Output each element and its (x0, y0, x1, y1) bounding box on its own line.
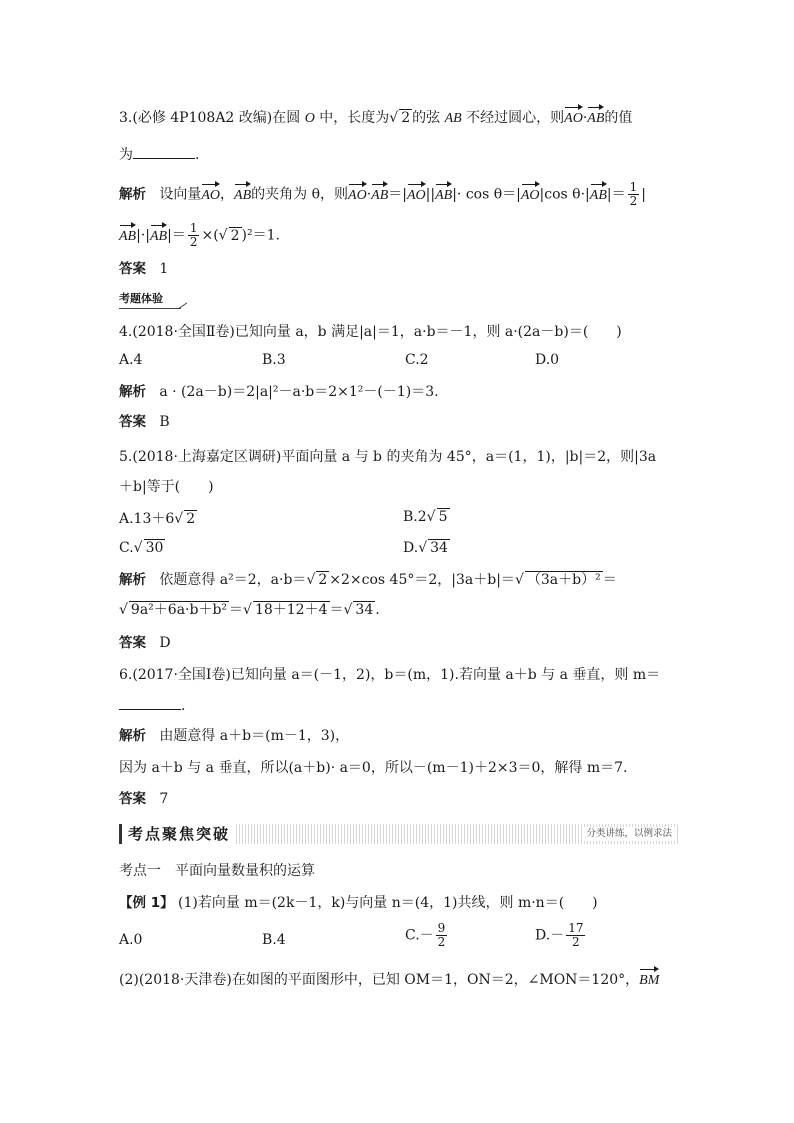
option-a: A.4 (119, 352, 143, 368)
sqrt-sign: √ (514, 572, 524, 588)
sol5-text: ＝ (229, 602, 244, 618)
frac-den: 2 (189, 235, 198, 249)
question-6-line-1: 6.(2017·全国Ⅰ卷)已知向量 a＝(－1，2)，b＝(m，1).若向量 a＋b 与 a 垂直，则 m＝ (119, 667, 661, 683)
option-a-text: A.13＋6 (119, 511, 175, 527)
option-c (119, 539, 165, 556)
option-d: D.0 (535, 352, 560, 368)
sqrt-sign: √ (418, 540, 428, 556)
question-5-options-row-1 (119, 508, 719, 528)
exam-experience-tag: 考题体验 (119, 290, 181, 309)
sol5-sqrt: 9a²＋6a·b＋b² (130, 602, 228, 618)
sqrt-sign: √ (119, 602, 128, 618)
example-text: (2)(2018·天津卷)在如图的平面图形中，已知 OM＝1，ON＝2，∠MON＝120°， (119, 972, 640, 988)
question-4-options (119, 352, 719, 372)
section-subtitle: 分类讲练，以例求法 (583, 827, 675, 841)
sqrt-sign: √ (306, 572, 316, 588)
sol3-text: || (425, 186, 436, 203)
option-c-fraction (436, 922, 448, 949)
section-title: 考点聚焦突破 (119, 824, 236, 844)
answer-value: 1 (159, 261, 169, 277)
solution-3-line-2 (119, 222, 280, 249)
solution-label: 解析 (119, 186, 146, 203)
sol3-text: 设向量 (159, 186, 202, 203)
vector-ab: AB (587, 109, 604, 129)
frac-den: 2 (437, 935, 446, 949)
frac-den: 2 (572, 935, 580, 949)
q3-text: 为 (119, 147, 133, 163)
option-c: C.2 (405, 352, 429, 368)
answer-label: 答案 (119, 414, 146, 430)
solution-5-line-1 (119, 570, 617, 590)
option-d (535, 922, 587, 949)
frac-num: 1 (629, 180, 638, 194)
option-b (403, 508, 450, 525)
option-c-text: C.－ (405, 927, 434, 944)
sol5-text: . (375, 602, 380, 618)
example-label: 【例 1】 (119, 895, 174, 911)
example-1-options (119, 921, 719, 958)
frac-num: 17 (568, 921, 584, 935)
option-c-text: C. (119, 540, 134, 556)
option-c-sqrt: 30 (145, 540, 164, 556)
question-4: 4.(2018·全国Ⅱ卷)已知向量 a，b 满足|a|＝1，a·b＝－1，则 a·(2a－b)＝( ) (119, 324, 622, 340)
option-c (405, 922, 449, 949)
q3-text: 的值 (604, 110, 633, 126)
sqrt-sign: √ (426, 509, 436, 525)
vector-ab: AB (119, 227, 136, 247)
sol3-text: · (366, 186, 372, 203)
sol5-text: ×2×cos 45°＝2，|3a＋b|＝ (329, 572, 515, 588)
solution-4 (119, 382, 439, 402)
answer-value: B (159, 414, 170, 430)
sol5-text: ＝ (602, 572, 617, 588)
sol3-text: |＝ (606, 186, 626, 203)
fraction-half (628, 181, 640, 208)
answer-value: D (159, 635, 171, 651)
option-d-text: D. (403, 540, 419, 556)
sqrt-sign: √ (389, 110, 399, 126)
q3-text: 3.(必修 4P108A2 改编)在圆 (119, 110, 305, 126)
option-a (119, 508, 197, 528)
sol3-text: |·| (136, 227, 150, 244)
option-b-text: B.2 (403, 509, 427, 525)
answer-value: 7 (159, 791, 169, 807)
sol3-text: ＝| (388, 186, 407, 203)
answer-label: 答案 (119, 261, 146, 277)
answer-label: 答案 (119, 791, 146, 807)
vector-ao: AO (348, 186, 367, 206)
solution-text: 由题意得 a＋b＝(m－1，3)， (159, 728, 350, 744)
q3-text: 中，长度为 (314, 110, 390, 126)
answer-5 (119, 633, 171, 653)
option-d-sqrt: 34 (430, 540, 448, 556)
answer-label: 答案 (119, 635, 146, 651)
sol3-text: |＝ (167, 227, 186, 244)
vector-ao: AO (564, 109, 583, 129)
sol5-sqrt: （3a＋b）² (526, 572, 601, 588)
sol3-text: ， (220, 186, 235, 203)
vector-ab: AB (435, 186, 452, 206)
solution-3-line-1 (119, 181, 646, 208)
question-5-line-1: 5.(2018·上海嘉定区调研)平面向量 a 与 b 的夹角为 45°，a＝(1，1)，|b|＝2，则|3a (119, 449, 657, 465)
example-text: (1)若向量 m＝(2k－1，k)与向量 n＝(4，1)共线，则 m·n＝( ) (173, 895, 598, 911)
answer-blank (133, 144, 195, 159)
vector-ao: AO (201, 186, 220, 206)
sqrt-sign: √ (343, 602, 353, 618)
vector-ab: AB (590, 186, 607, 206)
sol3-text: |· cos θ＝| (452, 186, 521, 203)
solution-6-line-1 (119, 726, 349, 746)
solution-5-line-2 (119, 600, 380, 620)
section-header-bar (119, 824, 679, 844)
sqrt-sign: √ (133, 540, 143, 556)
q6-text: . (181, 698, 186, 714)
vector-ab: AB (150, 227, 167, 247)
q3-o: O (304, 111, 315, 126)
vector-bm: BM (639, 971, 659, 991)
sol5-sqrt: 2 (318, 572, 328, 588)
solution-text: a · (2a－b)＝2|a|²－a·b＝2×1²－(－1)＝3. (159, 384, 439, 400)
question-5-line-2: ＋b|等于( ) (119, 479, 214, 495)
sol3-text: 的夹角为 θ，则 (251, 186, 349, 203)
topic-heading: 考点一 平面向量数量积的运算 (119, 863, 315, 879)
question-6-line-2 (119, 695, 185, 716)
answer-4 (119, 412, 170, 432)
q3-text: 的弦 (412, 110, 445, 126)
example-1-part-2 (119, 970, 659, 991)
sol3-sqrt: 2 (230, 227, 240, 244)
option-b: B.3 (262, 352, 286, 368)
frac-num: 9 (437, 921, 446, 935)
sqrt-sign: √ (218, 227, 228, 244)
answer-blank (119, 695, 181, 710)
q3-ab: AB (444, 111, 462, 126)
option-d-fraction (566, 922, 585, 949)
option-a: A.0 (119, 932, 143, 948)
answer-6 (119, 789, 168, 809)
solution-label: 解析 (119, 728, 146, 744)
question-5-options-row-2 (119, 539, 719, 559)
sol5-sqrt: 34 (355, 602, 374, 618)
sqrt-sign: √ (243, 602, 252, 618)
vector-ao: AO (407, 186, 426, 206)
sol3-text: |cos θ·| (539, 186, 590, 203)
q3-text: . (195, 147, 200, 163)
sol3-text: )²＝1. (241, 227, 280, 244)
answer-3 (119, 259, 168, 279)
vector-ab: AB (234, 186, 251, 206)
sol3-text: | (641, 186, 646, 203)
q3-text: 不经过圆心，则 (461, 110, 565, 126)
fraction-half (188, 222, 200, 249)
frac-den: 2 (629, 194, 638, 208)
vector-ao: AO (521, 186, 540, 206)
sol5-sqrt: 18＋12＋4 (254, 602, 328, 618)
question-3-line-1 (119, 108, 632, 129)
example-1-part-1 (119, 893, 598, 913)
solution-label: 解析 (119, 572, 146, 588)
frac-num: 1 (189, 221, 198, 235)
sol3-text: ×( (201, 227, 219, 244)
solution-label: 解析 (119, 384, 146, 400)
question-3-line-2 (119, 144, 199, 165)
solution-6-line-2: 因为 a＋b 与 a 垂直，所以(a＋b)· a＝0，所以－(m－1)＋2×3＝0，解得 m＝7. (119, 760, 628, 776)
option-a-sqrt: 2 (186, 511, 196, 527)
option-b-sqrt: 5 (438, 509, 448, 525)
sol5-text: 依题意得 a²＝2，a·b＝ (159, 572, 307, 588)
vector-ab: AB (371, 186, 388, 206)
option-b: B.4 (262, 932, 286, 948)
q3-sqrt: 2 (401, 110, 411, 126)
sol5-text: ＝ (329, 602, 344, 618)
option-d (403, 539, 450, 556)
option-d-text: D.－ (535, 927, 565, 944)
sqrt-sign: √ (174, 511, 184, 527)
dot: · (582, 110, 588, 126)
